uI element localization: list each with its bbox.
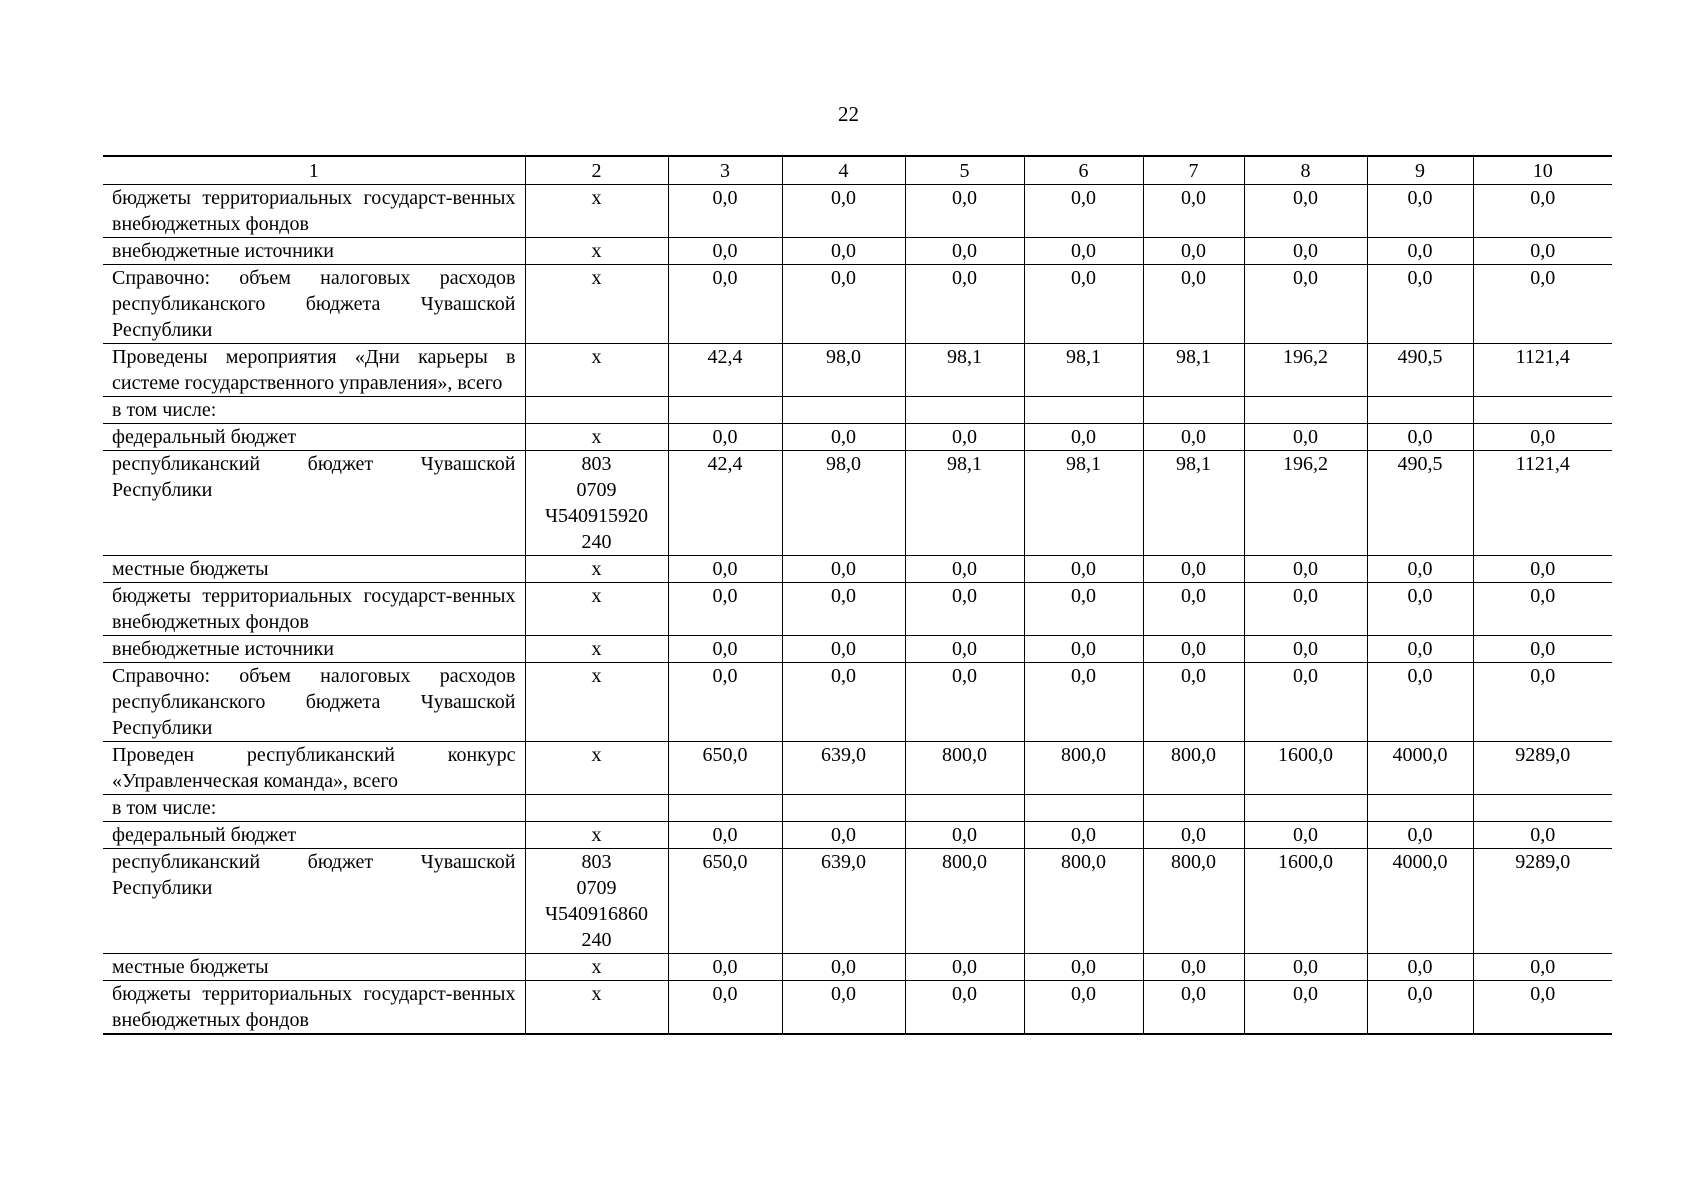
row-name-cell: Справочно: объем налоговых расходов республиканского бюджета Чувашской Республики [103,265,525,344]
budget-code-line: 240 [581,929,612,951]
value-cell: 0,0 [668,265,782,344]
budget-code-line: Ч540916860 [545,903,648,925]
budget-code-line: х [591,187,602,209]
value-cell: 0,0 [1473,424,1612,451]
header-cell: 10 [1473,156,1612,185]
table-row [103,663,1612,742]
table-row [103,424,1612,451]
budget-table [103,155,1612,1035]
budget-code-line: Ч540915920 [545,505,648,527]
value-cell: 0,0 [1367,822,1473,849]
value-cell: 0,0 [1244,556,1367,583]
value-cell: 98,1 [1143,344,1244,397]
value-cell: 98,0 [782,344,905,397]
budget-code-line: 0709 [576,877,617,899]
value-cell: 800,0 [1143,742,1244,795]
value-cell: 0,0 [1244,636,1367,663]
row-name-cell: Проведен республиканский конкурс «Управленческая команда», всего [103,742,525,795]
value-cell: 1600,0 [1244,742,1367,795]
budget-code-cell [525,583,668,636]
table-row [103,795,1612,822]
value-cell: 0,0 [1367,265,1473,344]
value-cell: 0,0 [1143,556,1244,583]
value-cell: 0,0 [668,556,782,583]
budget-code-line: х [591,426,602,448]
value-cell: 0,0 [1473,556,1612,583]
budget-code-line: 240 [581,531,612,553]
value-cell: 0,0 [1244,822,1367,849]
value-cell: 0,0 [1473,663,1612,742]
value-cell: 0,0 [1244,424,1367,451]
value-cell: 0,0 [1143,265,1244,344]
value-cell: 0,0 [1473,822,1612,849]
value-cell: 0,0 [1024,981,1143,1035]
value-cell: 0,0 [1473,238,1612,265]
value-cell: 0,0 [1473,954,1612,981]
budget-code-cell [525,822,668,849]
budget-code-line: х [591,585,602,607]
table-row [103,344,1612,397]
value-cell: 490,5 [1367,344,1473,397]
budget-code-line: х [591,824,602,846]
value-cell: 0,0 [1143,822,1244,849]
value-cell: 9289,0 [1473,742,1612,795]
budget-code-line: х [591,956,602,978]
value-cell: 0,0 [1024,265,1143,344]
row-name-cell: местные бюджеты [103,556,525,583]
value-cell: 800,0 [1024,849,1143,954]
value-cell: 0,0 [1024,185,1143,238]
value-cell: 0,0 [905,238,1024,265]
header-cell: 6 [1024,156,1143,185]
value-cell: 98,0 [782,451,905,556]
value-cell: 0,0 [1473,265,1612,344]
value-cell: 0,0 [1367,185,1473,238]
table-row [103,397,1612,424]
value-cell: 0,0 [782,981,905,1035]
table-row [103,822,1612,849]
budget-code-cell [525,185,668,238]
value-cell: 0,0 [1367,583,1473,636]
value-cell: 639,0 [782,742,905,795]
value-cell: 0,0 [782,663,905,742]
budget-code-line: 803 [581,851,612,873]
value-cell: 0,0 [905,424,1024,451]
value-cell [1473,795,1612,822]
budget-code-line: х [591,346,602,368]
value-cell: 0,0 [782,265,905,344]
value-cell: 98,1 [1024,344,1143,397]
value-cell [1244,397,1367,424]
budget-code-cell [525,265,668,344]
value-cell: 0,0 [905,822,1024,849]
header-cell: 2 [525,156,668,185]
value-cell: 0,0 [1244,583,1367,636]
value-cell: 0,0 [1367,238,1473,265]
value-cell: 98,1 [1143,451,1244,556]
value-cell [1024,795,1143,822]
table-header-row [103,156,1612,185]
value-cell: 0,0 [1367,636,1473,663]
header-cell: 3 [668,156,782,185]
header-cell: 9 [1367,156,1473,185]
value-cell: 800,0 [905,742,1024,795]
value-cell: 0,0 [1244,981,1367,1035]
row-name-cell: в том числе: [103,397,525,424]
header-cell: 8 [1244,156,1367,185]
value-cell: 800,0 [1143,849,1244,954]
value-cell: 0,0 [1473,636,1612,663]
value-cell: 0,0 [1244,185,1367,238]
value-cell: 0,0 [905,663,1024,742]
value-cell: 0,0 [1143,185,1244,238]
value-cell: 98,1 [905,451,1024,556]
value-cell: 4000,0 [1367,742,1473,795]
budget-code-cell [525,795,668,822]
value-cell: 0,0 [668,238,782,265]
budget-code-line: х [591,744,602,766]
row-name-cell: бюджеты территориальных государст-венных внебюджетных фондов [103,981,525,1035]
value-cell: 0,0 [782,583,905,636]
table-row [103,636,1612,663]
value-cell: 0,0 [1024,954,1143,981]
value-cell: 0,0 [1143,238,1244,265]
value-cell: 1121,4 [1473,344,1612,397]
table-row [103,451,1612,556]
row-name-cell: республиканский бюджет Чувашской Республики [103,451,525,556]
budget-code-line: х [591,240,602,262]
value-cell [1473,397,1612,424]
value-cell: 0,0 [668,981,782,1035]
budget-code-cell [525,954,668,981]
value-cell: 0,0 [1244,663,1367,742]
value-cell: 0,0 [782,185,905,238]
budget-code-cell [525,397,668,424]
value-cell: 0,0 [1473,185,1612,238]
budget-code-cell [525,238,668,265]
header-cell: 5 [905,156,1024,185]
value-cell: 0,0 [1244,238,1367,265]
row-name-cell: местные бюджеты [103,954,525,981]
value-cell: 0,0 [668,185,782,238]
value-cell: 0,0 [1024,556,1143,583]
table-row [103,583,1612,636]
row-name-cell: внебюджетные источники [103,636,525,663]
value-cell: 0,0 [905,583,1024,636]
value-cell: 0,0 [1024,822,1143,849]
value-cell: 0,0 [905,636,1024,663]
value-cell [905,397,1024,424]
value-cell: 0,0 [668,822,782,849]
value-cell: 42,4 [668,451,782,556]
value-cell [1367,795,1473,822]
value-cell: 0,0 [1143,636,1244,663]
value-cell: 9289,0 [1473,849,1612,954]
page-number: 22 [838,102,859,126]
budget-code-line: 0709 [576,479,617,501]
value-cell: 0,0 [782,822,905,849]
row-name-cell: Проведены мероприятия «Дни карьеры в системе государственного управления», всего [103,344,525,397]
row-name-cell: внебюджетные источники [103,238,525,265]
budget-code-line: х [591,267,602,289]
row-name-cell: бюджеты территориальных государст-венных внебюджетных фондов [103,583,525,636]
value-cell: 0,0 [1367,556,1473,583]
value-cell: 0,0 [668,424,782,451]
value-cell: 0,0 [668,583,782,636]
value-cell: 0,0 [782,424,905,451]
value-cell [1367,397,1473,424]
value-cell: 800,0 [1024,742,1143,795]
value-cell [1143,795,1244,822]
table-row [103,238,1612,265]
value-cell [1024,397,1143,424]
value-cell: 0,0 [1024,424,1143,451]
value-cell: 0,0 [1367,981,1473,1035]
value-cell: 0,0 [1024,636,1143,663]
table-row [103,981,1612,1035]
value-cell: 639,0 [782,849,905,954]
budget-code-cell [525,344,668,397]
value-cell: 0,0 [668,954,782,981]
value-cell [1244,795,1367,822]
value-cell: 0,0 [1143,663,1244,742]
row-name-cell: Справочно: объем налоговых расходов республиканского бюджета Чувашской Республики [103,663,525,742]
budget-code-cell [525,849,668,954]
value-cell: 0,0 [1024,583,1143,636]
budget-code-cell [525,742,668,795]
row-name-cell: республиканский бюджет Чувашской Республики [103,849,525,954]
value-cell [782,795,905,822]
value-cell: 0,0 [1244,265,1367,344]
value-cell: 0,0 [1244,954,1367,981]
table-row [103,954,1612,981]
value-cell: 0,0 [668,636,782,663]
value-cell: 196,2 [1244,451,1367,556]
value-cell: 0,0 [1473,981,1612,1035]
value-cell: 0,0 [1367,663,1473,742]
value-cell: 0,0 [1024,663,1143,742]
value-cell: 650,0 [668,742,782,795]
value-cell [1143,397,1244,424]
value-cell: 1121,4 [1473,451,1612,556]
budget-code-line: 803 [581,453,612,475]
value-cell: 0,0 [668,663,782,742]
value-cell: 0,0 [1367,424,1473,451]
header-cell: 1 [103,156,525,185]
value-cell: 490,5 [1367,451,1473,556]
row-name-cell: федеральный бюджет [103,424,525,451]
value-cell: 0,0 [905,185,1024,238]
value-cell: 0,0 [1143,424,1244,451]
table-row [103,265,1612,344]
value-cell: 0,0 [782,636,905,663]
budget-code-cell [525,636,668,663]
value-cell: 0,0 [1143,981,1244,1035]
value-cell: 0,0 [905,265,1024,344]
value-cell: 0,0 [1473,583,1612,636]
table-row [103,742,1612,795]
value-cell: 1600,0 [1244,849,1367,954]
value-cell: 0,0 [782,556,905,583]
value-cell [782,397,905,424]
budget-code-cell [525,663,668,742]
value-cell: 42,4 [668,344,782,397]
value-cell: 0,0 [782,954,905,981]
budget-code-cell [525,556,668,583]
value-cell: 650,0 [668,849,782,954]
value-cell: 98,1 [1024,451,1143,556]
budget-code-cell [525,424,668,451]
budget-code-line: х [591,558,602,580]
value-cell: 0,0 [1143,583,1244,636]
value-cell: 0,0 [905,954,1024,981]
row-name-cell: федеральный бюджет [103,822,525,849]
header-cell: 4 [782,156,905,185]
header-cell: 7 [1143,156,1244,185]
table-row [103,185,1612,238]
value-cell [668,397,782,424]
value-cell: 98,1 [905,344,1024,397]
budget-code-line: х [591,983,602,1005]
value-cell: 4000,0 [1367,849,1473,954]
value-cell [905,795,1024,822]
table-body [103,156,1612,1034]
row-name-cell: бюджеты территориальных государст-венных внебюджетных фондов [103,185,525,238]
table-row [103,849,1612,954]
budget-code-line: х [591,638,602,660]
budget-code-cell [525,451,668,556]
value-cell: 0,0 [782,238,905,265]
value-cell: 0,0 [905,981,1024,1035]
row-name-cell: в том числе: [103,795,525,822]
value-cell: 800,0 [905,849,1024,954]
value-cell: 0,0 [1367,954,1473,981]
budget-code-line: х [591,665,602,687]
value-cell [668,795,782,822]
budget-code-cell [525,981,668,1035]
value-cell: 0,0 [1024,238,1143,265]
value-cell: 196,2 [1244,344,1367,397]
value-cell: 0,0 [1143,954,1244,981]
table-row [103,556,1612,583]
value-cell: 0,0 [905,556,1024,583]
